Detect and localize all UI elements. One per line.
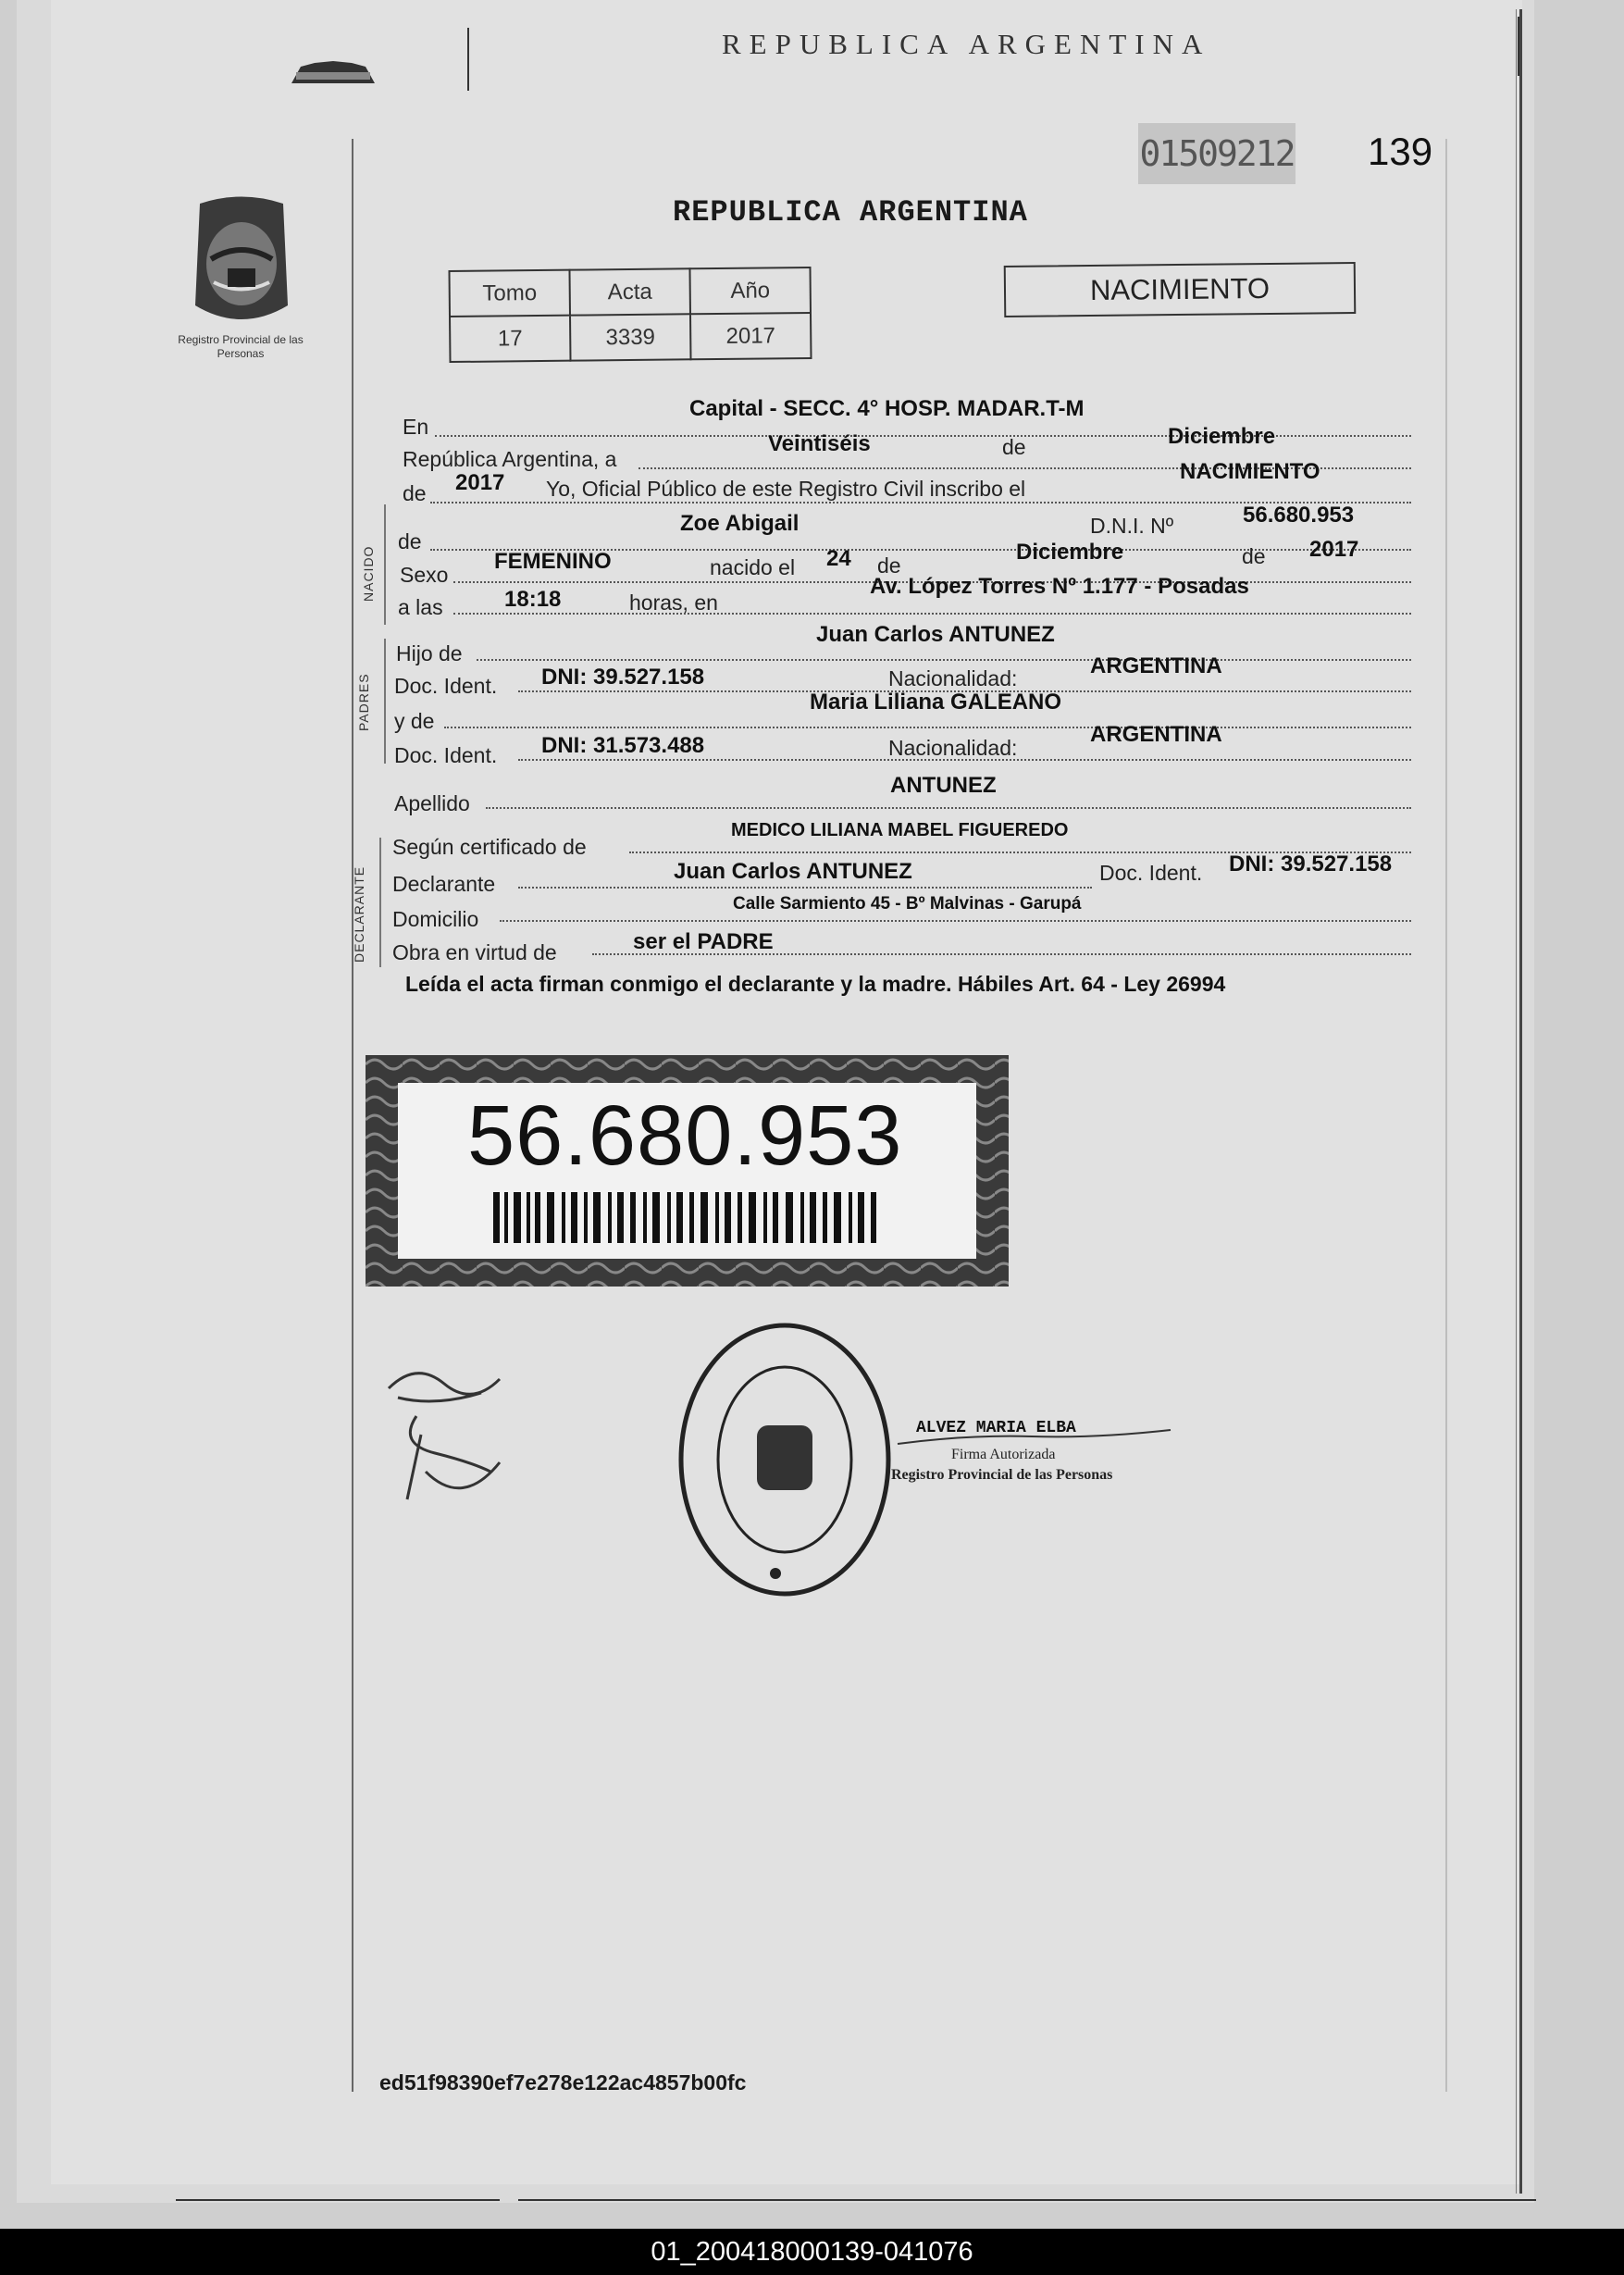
en-label: En bbox=[403, 415, 429, 439]
serial-number: 01509212 bbox=[1138, 123, 1295, 184]
divider bbox=[518, 2199, 1536, 2201]
de-label: de bbox=[1242, 544, 1266, 568]
dotted-line bbox=[477, 659, 1411, 661]
nationality-label: Nacionalidad: bbox=[888, 666, 1018, 690]
birth-month: Diciembre bbox=[1016, 540, 1124, 565]
born-label: nacido el bbox=[710, 555, 796, 579]
declarant-doc: DNI: 39.527.158 bbox=[1229, 852, 1393, 876]
closing-note: Leída el acta firman conmigo el declarante y la madre. Hábiles Art. 64 - Ley 26994 bbox=[405, 972, 1226, 996]
record-type-box: NACIMIENTO bbox=[1004, 262, 1357, 317]
birth-time: 18:18 bbox=[504, 587, 562, 612]
surname-label: Apellido bbox=[394, 791, 470, 815]
mother-name: Maria Liliana GALEANO bbox=[810, 690, 1062, 715]
hours-label: horas, en bbox=[629, 591, 718, 615]
declarant-address: Calle Sarmiento 45 - Bº Malvinas - Garupá bbox=[733, 894, 1082, 914]
official-stamp bbox=[674, 1319, 896, 1601]
tomo-value: 17 bbox=[450, 316, 571, 362]
certificate-value: MEDICO LILIANA MABEL FIGUEREDO bbox=[731, 820, 1069, 840]
registration-month: Diciembre bbox=[1168, 424, 1276, 449]
inscribe-text: Yo, Oficial Público de este Registro Civil inscribo el bbox=[546, 477, 1026, 501]
birth-year: 2017 bbox=[1309, 537, 1359, 562]
registration-event: NACIMIENTO bbox=[1180, 459, 1320, 484]
table-header-ano: Año bbox=[689, 267, 811, 314]
de-label: de bbox=[1002, 435, 1026, 459]
divider bbox=[1518, 17, 1519, 76]
section-label-nacido: NACIDO bbox=[361, 545, 376, 602]
registration-place: Capital - SECC. 4° HOSP. MADAR.T-M bbox=[689, 396, 1085, 421]
divider bbox=[176, 2199, 500, 2201]
child-of-label: Hijo de bbox=[396, 641, 463, 665]
dotted-line bbox=[500, 920, 1411, 922]
de-label: de bbox=[398, 529, 422, 553]
time-label: a las bbox=[398, 595, 443, 619]
section-bracket bbox=[384, 504, 386, 625]
officer-name: ALVEZ MARIA ELBA bbox=[916, 1419, 1076, 1437]
newborn-dni: 56.680.953 bbox=[1243, 503, 1355, 528]
page-title: REPUBLICA ARGENTINA bbox=[673, 195, 1028, 230]
officer-role: Firma Autorizada bbox=[951, 1447, 1056, 1462]
mother-nationality: ARGENTINA bbox=[1090, 722, 1222, 747]
dotted-line bbox=[486, 807, 1411, 809]
table-header-tomo: Tomo bbox=[449, 270, 570, 317]
de-label: de bbox=[403, 481, 427, 505]
section-label-padres: PADRES bbox=[356, 673, 371, 731]
document-hash: ed51f98390ef7e278e122ac4857b00fc bbox=[379, 2070, 747, 2095]
folio-number: 139 bbox=[1368, 130, 1433, 173]
mother-doc: DNI: 31.573.488 bbox=[541, 733, 705, 758]
nationality-label: Nacionalidad: bbox=[888, 736, 1018, 760]
capacity-label: Obra en virtud de bbox=[392, 940, 557, 964]
dni-sticker-number: 56.680.953 bbox=[467, 1088, 903, 1183]
doc-label: Doc. Ident. bbox=[394, 743, 498, 767]
de-label: de bbox=[877, 553, 901, 578]
declarant-signature bbox=[379, 1361, 518, 1518]
dotted-line bbox=[453, 613, 1411, 615]
top-heading: REPUBLICA ARGENTINA bbox=[722, 28, 1211, 60]
section-label-declarante: DECLARANTE bbox=[352, 865, 366, 963]
page-edge bbox=[1519, 9, 1522, 2194]
section-bracket bbox=[379, 838, 381, 967]
sex-label: Sexo bbox=[400, 563, 449, 587]
and-label: y de bbox=[394, 709, 435, 733]
newborn-name: Zoe Abigail bbox=[680, 511, 800, 536]
section-bracket bbox=[384, 639, 386, 764]
book-table bbox=[448, 267, 812, 363]
dotted-line bbox=[518, 887, 1092, 889]
corner-logo-icon bbox=[287, 57, 379, 87]
acta-value: 3339 bbox=[570, 314, 691, 360]
surname-value: ANTUNEZ bbox=[890, 773, 997, 798]
father-name: Juan Carlos ANTUNEZ bbox=[816, 622, 1055, 647]
ano-value: 2017 bbox=[690, 313, 812, 359]
dni-label: D.N.I. Nº bbox=[1090, 514, 1174, 538]
declarant-label: Declarante bbox=[392, 872, 496, 896]
table-header-acta: Acta bbox=[569, 268, 690, 315]
registration-day: Veintiséis bbox=[768, 431, 871, 456]
declarant-capacity: ser el PADRE bbox=[633, 929, 774, 954]
divider bbox=[467, 28, 469, 91]
coat-of-arms-icon bbox=[181, 194, 302, 333]
newborn-sex: FEMENINO bbox=[494, 549, 612, 574]
doc-label: Doc. Ident. bbox=[394, 674, 498, 698]
declarant-name: Juan Carlos ANTUNEZ bbox=[674, 859, 912, 884]
file-id-bar: 01_200418000139-041076 bbox=[0, 2229, 1624, 2275]
certificate-label: Según certificado de bbox=[392, 835, 587, 859]
father-nationality: ARGENTINA bbox=[1090, 653, 1222, 678]
birth-address: Av. López Torres Nº 1.177 - Posadas bbox=[870, 574, 1249, 599]
officer-agency: Registro Provincial de las Personas bbox=[891, 1467, 1113, 1483]
dotted-line bbox=[444, 727, 1411, 728]
birth-day: 24 bbox=[826, 546, 851, 571]
doc-label: Doc. Ident. bbox=[1099, 861, 1203, 885]
page-edge-line bbox=[1516, 9, 1517, 2194]
registration-year: 2017 bbox=[455, 470, 505, 495]
agency-caption: Registro Provincial de las Personas bbox=[178, 333, 304, 360]
father-doc: DNI: 39.527.158 bbox=[541, 665, 705, 690]
address-label: Domicilio bbox=[392, 907, 479, 931]
country-label: República Argentina, a bbox=[403, 447, 617, 471]
